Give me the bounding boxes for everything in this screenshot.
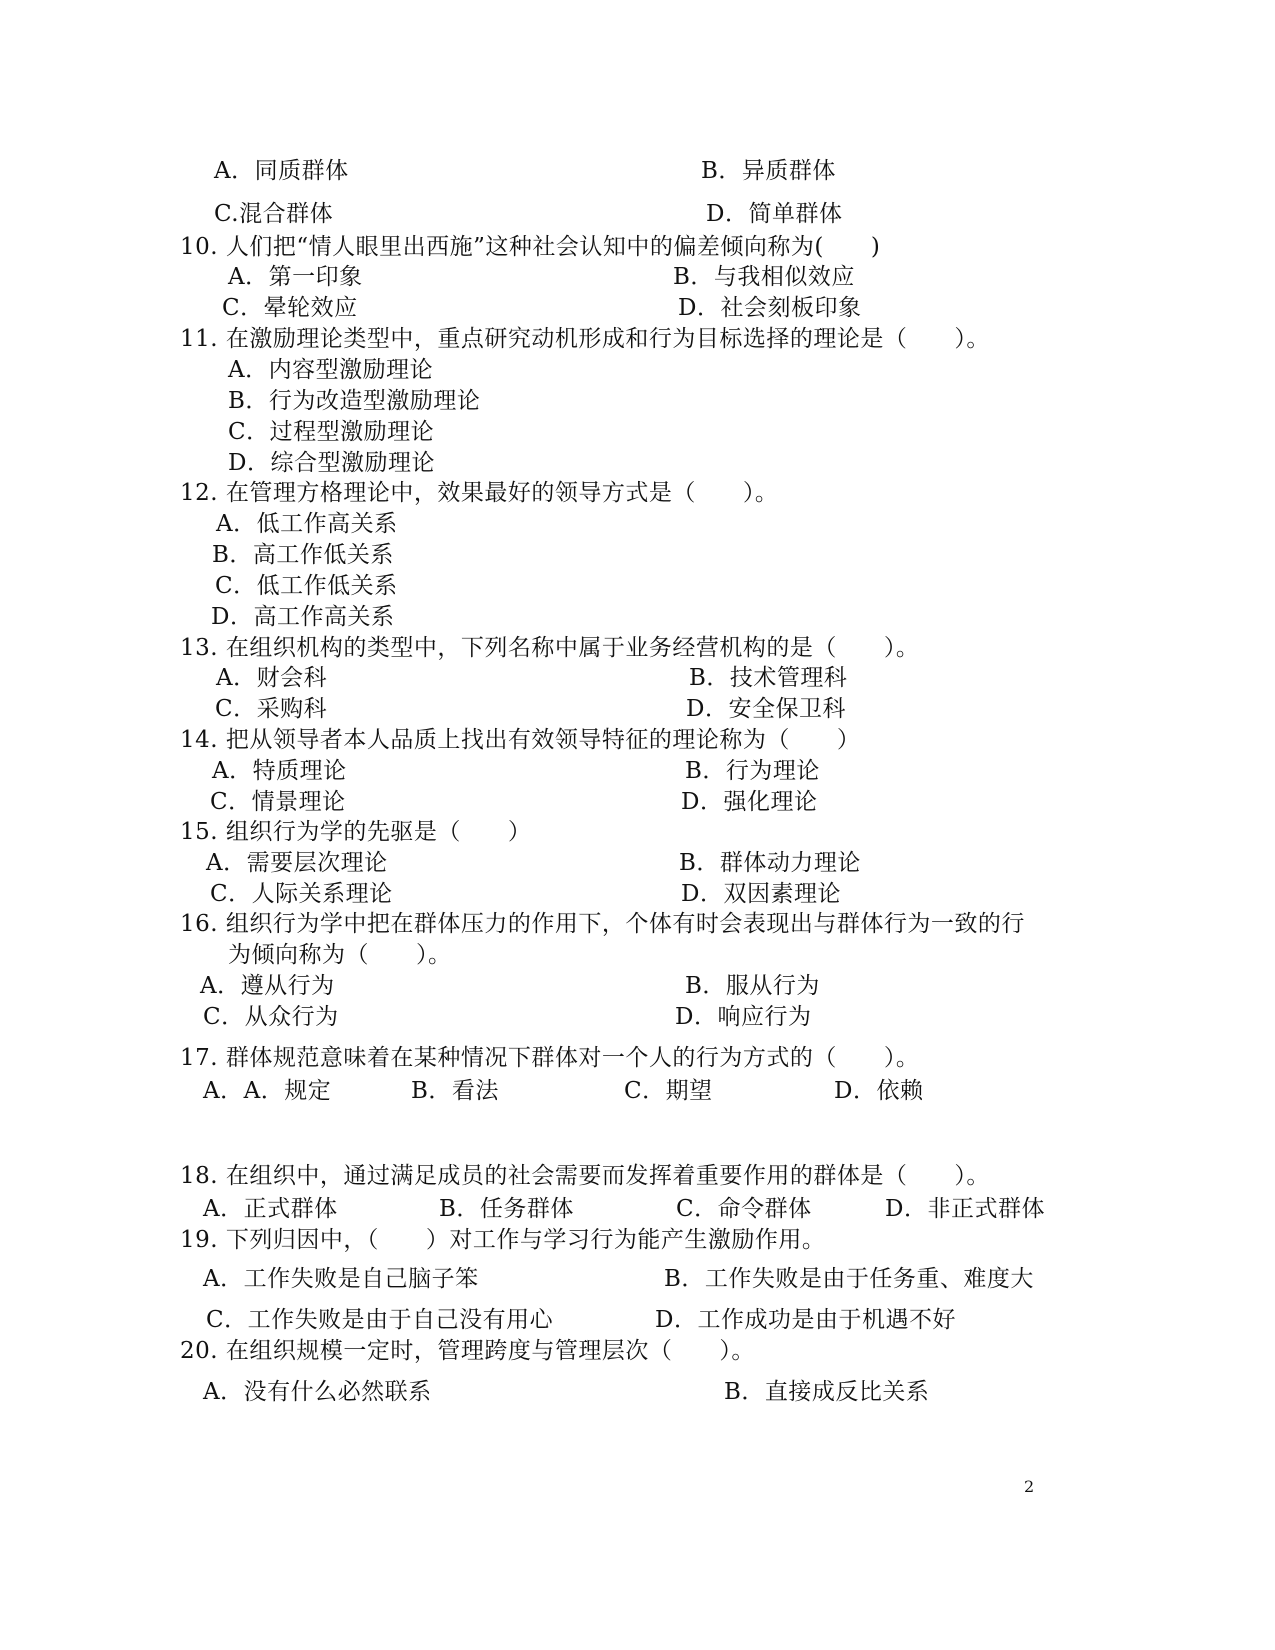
q17-option-b: B．看法: [411, 1078, 499, 1104]
q12-stem: 12. 在管理方格理论中，效果最好的领导方式是（ ）。: [180, 480, 779, 506]
q9-option-a: A．同质群体: [214, 158, 349, 184]
q14-option-c: C．情景理论: [210, 789, 346, 815]
q19-stem: 19. 下列归因中，（ ）对工作与学习行为能产生激励作用。: [180, 1227, 826, 1253]
q20-option-a: A．没有什么必然联系: [203, 1379, 432, 1405]
q13-option-b: B．技术管理科: [689, 665, 848, 691]
q16-stem: 16. 组织行为学中把在群体压力的作用下，个体有时会表现出与群体行为一致的行: [180, 911, 1025, 937]
q15-option-d: D．双因素理论: [681, 881, 841, 907]
q10-option-c: C．晕轮效应: [222, 295, 358, 321]
q12-option-c: C．低工作低关系: [215, 573, 398, 599]
q14-option-b: B．行为理论: [685, 758, 820, 784]
q11-option-b: B．行为改造型激励理论: [228, 388, 481, 414]
q12-option-a: A．低工作高关系: [216, 511, 398, 537]
q11-option-c: C．过程型激励理论: [228, 419, 435, 445]
q11-stem: 11. 在激励理论类型中，重点研究动机形成和行为目标选择的理论是（ ）。: [180, 326, 990, 352]
q15-stem: 15. 组织行为学的先驱是（ ）: [180, 819, 532, 845]
q19-option-c: C．工作失败是由于自己没有用心: [206, 1307, 554, 1333]
q17-option-d: D．依赖: [834, 1078, 924, 1104]
q13-option-c: C．采购科: [215, 696, 328, 722]
q18-stem: 18. 在组织中，通过满足成员的社会需要而发挥着重要作用的群体是（ ）。: [180, 1163, 990, 1189]
q15-option-c: C．人际关系理论: [210, 881, 393, 907]
q12-option-d: D．高工作高关系: [211, 604, 395, 630]
q20-option-b: B．直接成反比关系: [724, 1379, 930, 1405]
q13-option-d: D．安全保卫科: [686, 696, 846, 722]
q15-option-a: A．需要层次理论: [206, 850, 388, 876]
q20-stem: 20. 在组织规模一定时，管理跨度与管理层次（ ）。: [180, 1338, 755, 1364]
q17-stem: 17. 群体规范意味着在某种情况下群体对一个人的行为方式的（ ）。: [180, 1045, 920, 1071]
q16-option-b: B．服从行为: [685, 973, 820, 999]
q10-option-a: A．第一印象: [228, 264, 363, 290]
q17-option-a: A．A．规定: [203, 1078, 332, 1104]
q16-option-c: C．从众行为: [203, 1004, 339, 1030]
q14-option-d: D．强化理论: [681, 789, 818, 815]
q19-option-d: D．工作成功是由于机遇不好: [655, 1307, 956, 1333]
q10-option-d: D．社会刻板印象: [678, 295, 862, 321]
q14-stem: 14. 把从领导者本人品质上找出有效领导特征的理论称为（ ）: [180, 727, 861, 753]
q18-option-c: C．命令群体: [676, 1196, 812, 1222]
q9-option-c: C.混合群体: [214, 201, 334, 227]
q19-option-b: B．工作失败是由于任务重、难度大: [664, 1266, 1034, 1292]
q16-stem-continued: 为倾向称为（ ）。: [228, 942, 452, 968]
q14-option-a: A．特质理论: [212, 758, 347, 784]
q13-option-a: A．财会科: [216, 665, 328, 691]
q9-option-d: D．简单群体: [706, 201, 843, 227]
page-number: 2: [1024, 1477, 1035, 1496]
q13-stem: 13. 在组织机构的类型中，下列名称中属于业务经营机构的是（ ）。: [180, 635, 920, 661]
q11-option-d: D．综合型激励理论: [228, 450, 435, 476]
q12-option-b: B．高工作低关系: [212, 542, 394, 568]
q18-option-b: B．任务群体: [439, 1196, 574, 1222]
q10-option-b: B．与我相似效应: [673, 264, 855, 290]
q18-option-a: A．正式群体: [203, 1196, 338, 1222]
q16-option-d: D．响应行为: [675, 1004, 812, 1030]
q10-stem: 10. 人们把“情人眼里出西施”这种社会认知中的偏差倾向称为( ): [180, 234, 881, 260]
q11-option-a: A．内容型激励理论: [228, 357, 434, 383]
q19-option-a: A．工作失败是自己脑子笨: [203, 1266, 479, 1292]
q18-option-d: D．非正式群体: [885, 1196, 1045, 1222]
q17-option-c: C．期望: [624, 1078, 713, 1104]
q9-option-b: B．异质群体: [701, 158, 836, 184]
q15-option-b: B．群体动力理论: [679, 850, 861, 876]
q16-option-a: A．遵从行为: [200, 973, 335, 999]
